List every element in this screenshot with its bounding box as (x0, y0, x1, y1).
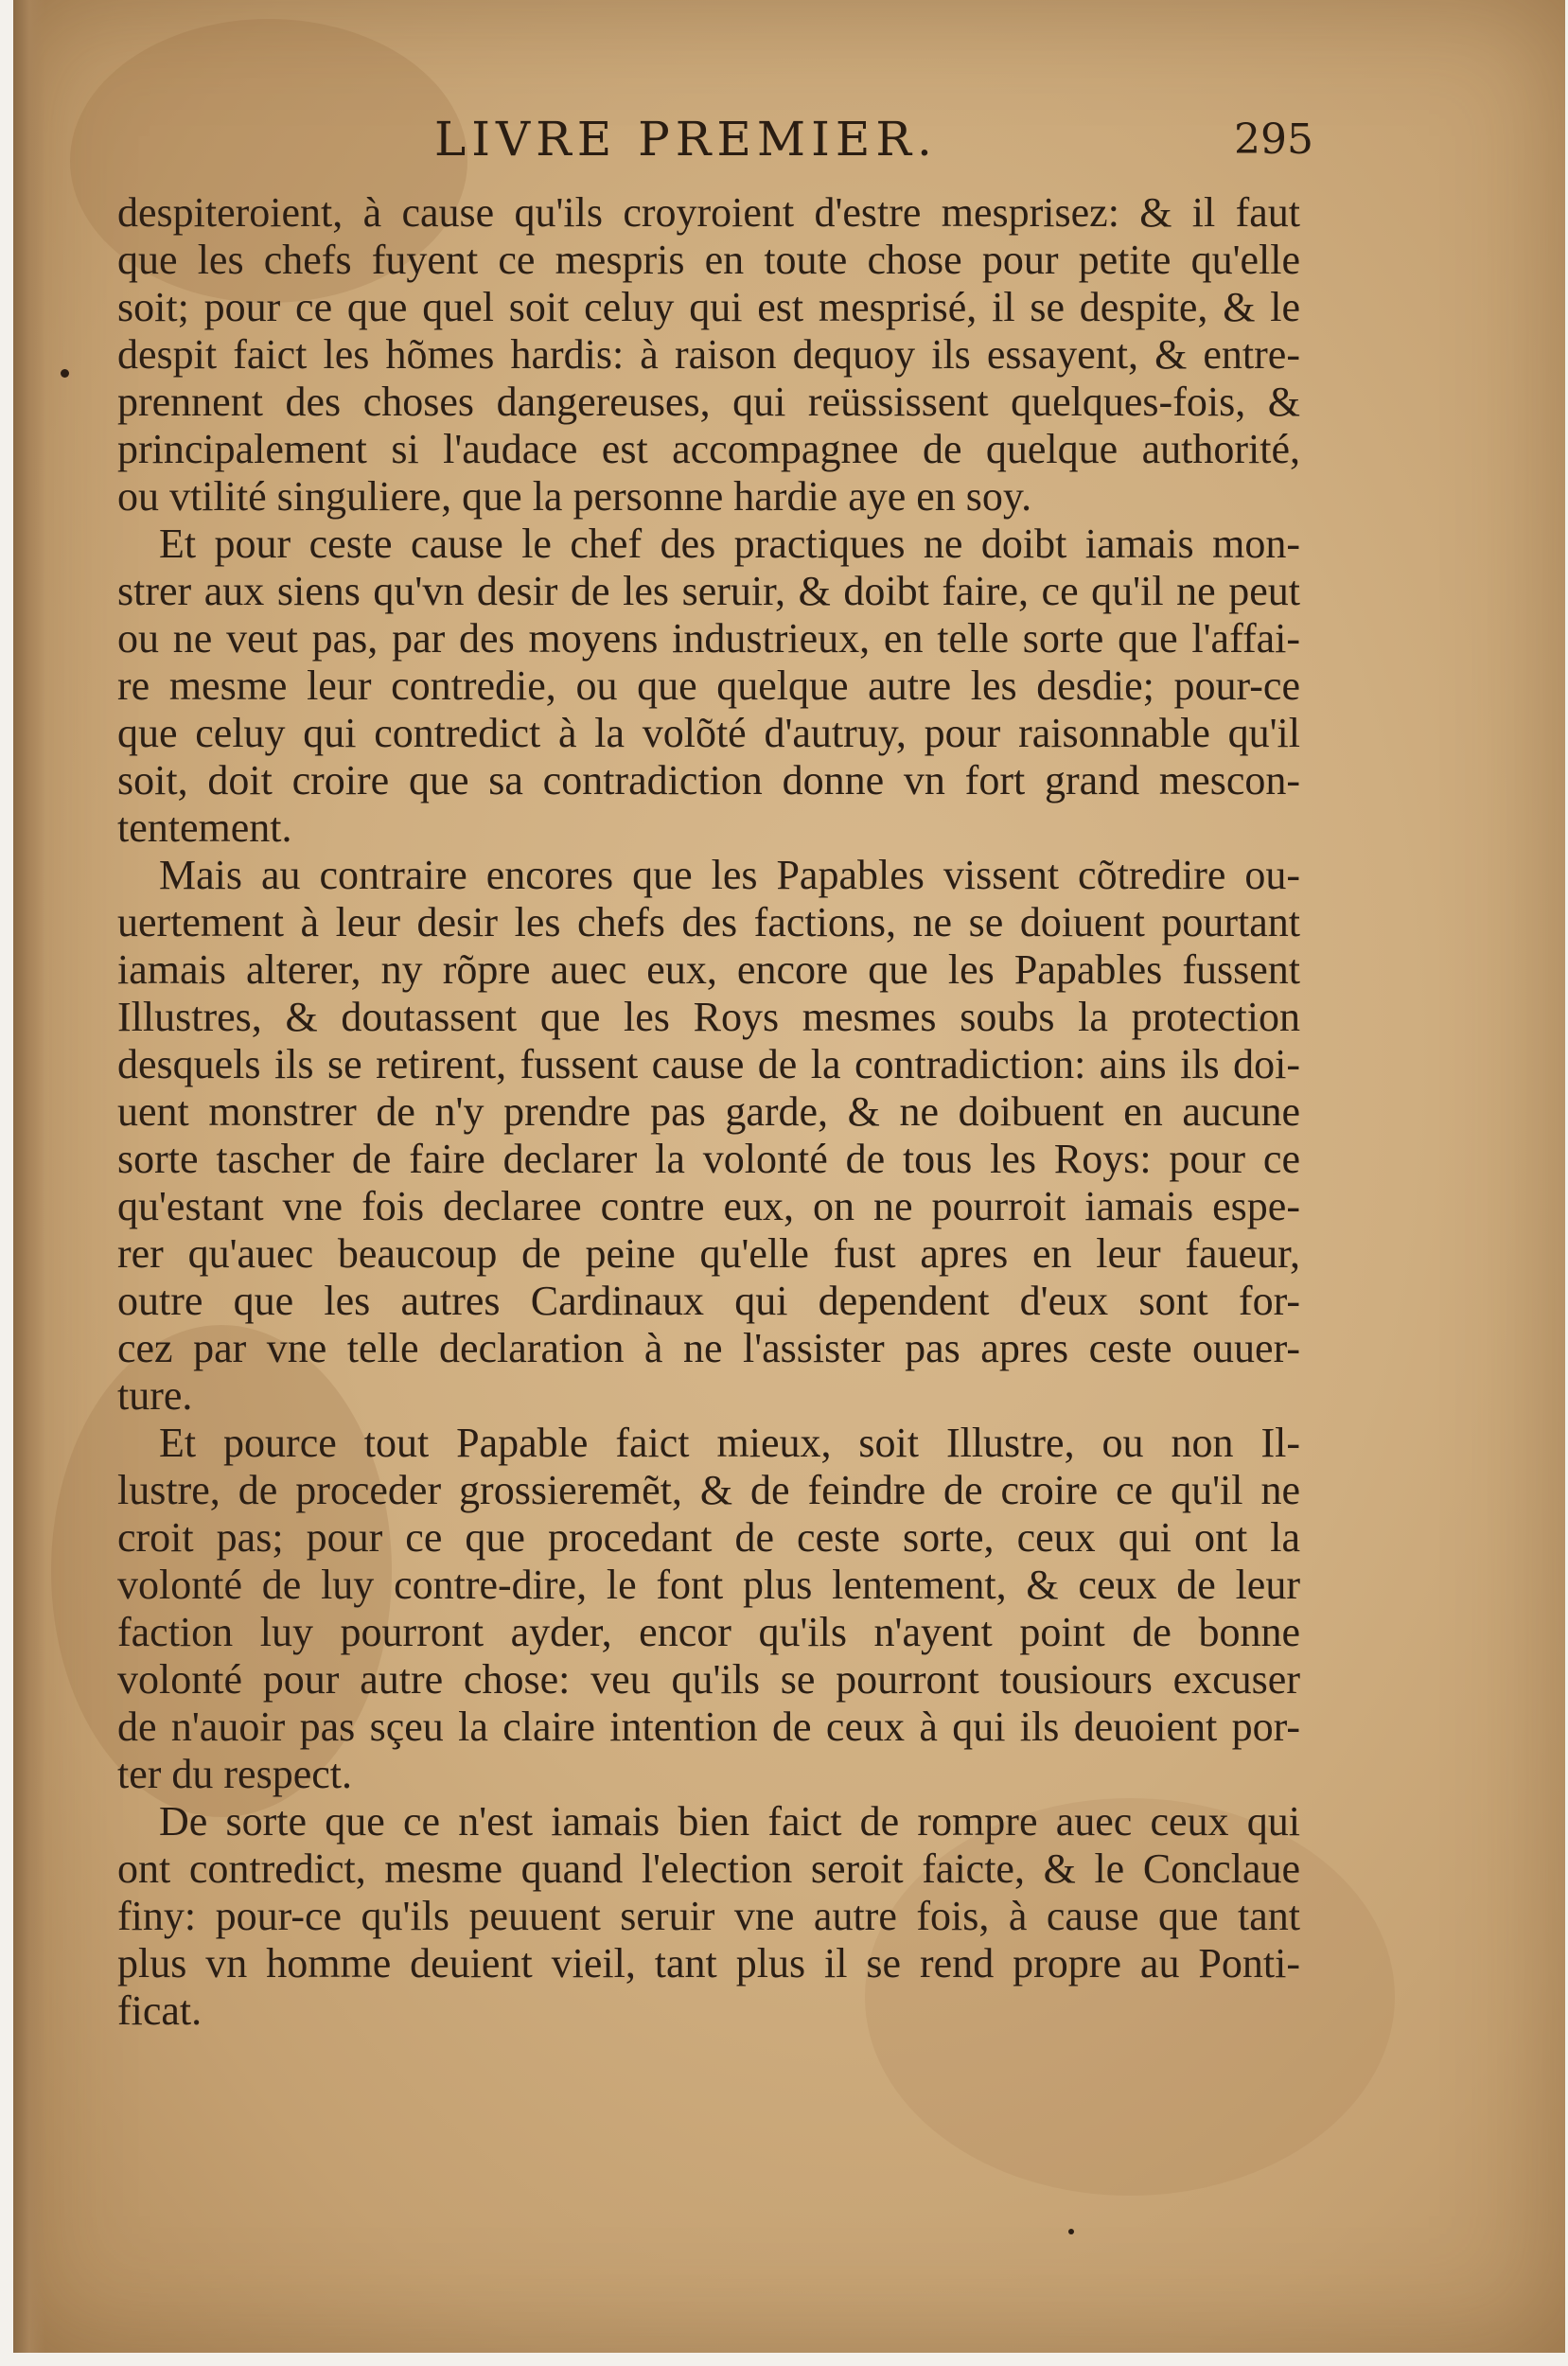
text-line: volonté de luy contre-dire, le font plus lentement, & ceux de leur (117, 1562, 1300, 1608)
text-line: uertement à leur desir les chefs des factions, ne se doiuent pourtant (117, 899, 1300, 945)
text-line: prennent des choses dangereuses, qui reüssissent quelques-fois, & (117, 379, 1300, 425)
text-line: ou ne veut pas, par des moyens industrieux, en telle sorte que l'affai- (117, 615, 1300, 662)
text-line: re mesme leur contredie, ou que quelque autre les desdie; pour-ce (117, 662, 1300, 709)
text-line: Mais au contraire encores que les Papables vissent cõtredire ou- (159, 852, 1300, 898)
text-line: outre que les autres Cardinaux qui dependent d'eux sont for- (117, 1278, 1300, 1324)
text-line: ou vtilité singuliere, que la personne hardie aye en soy. (117, 473, 1032, 520)
text-line: Et pour ceste cause le chef des practiques ne doibt iamais mon- (159, 521, 1300, 567)
ink-speck (1068, 2229, 1074, 2234)
text-line: sorte tascher de faire declarer la volonté de tous les Roys: pour ce (117, 1136, 1300, 1182)
text-line: ture. (117, 1372, 193, 1419)
text-line: qu'estant vne fois declaree contre eux, on ne pourroit iamais espe- (117, 1183, 1300, 1229)
text-line: ter du respect. (117, 1751, 352, 1797)
text-line: croit pas; pour ce que procedant de ceste sorte, ceux qui ont la (117, 1514, 1300, 1561)
text-line: principalement si l'audace est accompagnee de quelque authorité, (117, 426, 1300, 472)
page-header (13, 112, 1565, 168)
text-line: faction luy pourront ayder, encor qu'ils n'ayent point de bonne (117, 1609, 1300, 1655)
text-line: iamais alterer, ny rõpre auec eux, encore que les Papables fussent (117, 946, 1300, 993)
text-line: plus vn homme deuient vieil, tant plus il se rend propre au Ponti- (117, 1940, 1300, 1986)
text-line: lustre, de proceder grossieremẽt, & de feindre de croire ce qu'il ne (117, 1467, 1300, 1513)
ink-speck (61, 369, 69, 378)
text-line: cez par vne telle declaration à ne l'assister pas apres ceste ouuer- (117, 1325, 1300, 1371)
text-line: soit, doit croire que sa contradiction donne vn fort grand mescon- (117, 757, 1300, 803)
running-title: LIVRE PREMIER. (434, 112, 938, 167)
text-line: desquels ils se retirent, fussent cause de la contradiction: ains ils doi- (117, 1041, 1300, 1087)
text-line: De sorte que ce n'est iamais bien faict de rompre auec ceux qui (159, 1798, 1300, 1845)
text-line: ont contredict, mesme quand l'election seroit faicte, & le Conclaue (117, 1845, 1300, 1892)
text-line: de n'auoir pas sçeu la claire intention de ceux à qui ils deuoient por- (117, 1704, 1300, 1750)
text-line: Illustres, & doutassent que les Roys mesmes soubs la protection (117, 994, 1300, 1040)
text-line: volonté pour autre chose: veu qu'ils se pourront tousiours excuser (117, 1656, 1300, 1703)
text-line: que les chefs fuyent ce mespris en toute chose pour petite qu'elle (117, 237, 1300, 283)
text-line: uent monstrer de n'y prendre pas garde, & ne doibuent en aucune (117, 1088, 1300, 1135)
text-line: ficat. (117, 1987, 203, 2034)
text-line: que celuy qui contredict à la volõté d'autruy, pour raisonnable qu'il (117, 710, 1300, 756)
body-text (117, 189, 1300, 2035)
text-line: strer aux siens qu'vn desir de les seruir, & doibt faire, ce qu'il ne peut (117, 568, 1300, 614)
text-line: rer qu'auec beaucoup de peine qu'elle fust apres en leur faueur, (117, 1230, 1300, 1277)
text-line: despiteroient, à cause qu'ils croyroient d'estre mesprisez: & il faut (117, 189, 1300, 236)
text-line: finy: pour-ce qu'ils peuuent seruir vne autre fois, à cause que tant (117, 1893, 1300, 1939)
page-number: 295 (1234, 115, 1313, 164)
text-line: despit faict les hõmes hardis: à raison dequoy ils essayent, & entre- (117, 331, 1300, 378)
text-line: soit; pour ce que quel soit celuy qui est mesprisé, il se despite, & le (117, 284, 1300, 330)
book-page (13, 0, 1565, 2353)
text-line: tentement. (117, 804, 292, 851)
text-line: Et pource tout Papable faict mieux, soit Illustre, ou non Il- (159, 1420, 1300, 1466)
page-gutter (13, 0, 45, 2353)
